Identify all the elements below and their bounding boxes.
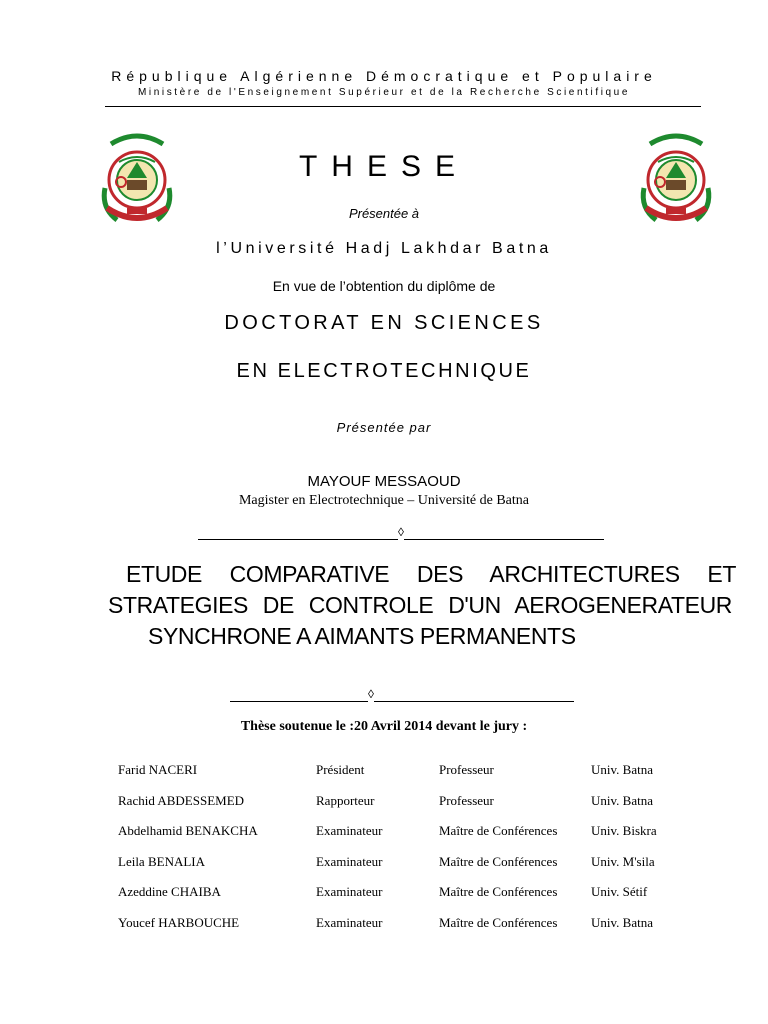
jury-table <box>118 762 657 946</box>
jury-role: Rapporteur <box>316 792 375 808</box>
separator-line <box>404 529 604 540</box>
table-row <box>118 793 657 824</box>
jury-role: Examinateur <box>316 884 383 900</box>
table-row <box>118 823 657 854</box>
thesis-title-line: ETUDE COMPARATIVE DES ARCHITECTURES ET <box>126 561 736 587</box>
author-credentials: Magister en Electrotechnique – Université de Batna <box>238 493 529 508</box>
jury-role: Examinateur <box>316 823 383 839</box>
ministry-heading: Ministère de l'Enseignement Supérieur et de la Recherche Scientifique <box>137 87 631 98</box>
jury-name: Rachid ABDESSEMED <box>118 792 245 808</box>
jury-name: Leila BENALIA <box>118 853 206 869</box>
jury-grade: Maître de Conférences <box>439 914 558 930</box>
jury-name: Abdelhamid BENAKCHA <box>118 823 258 839</box>
thesis-title-line: STRATEGIES DE CONTROLE D'UN AEROGENERATEUR <box>108 592 732 618</box>
jury-grade: Professeur <box>439 762 494 777</box>
separator-line <box>198 529 398 540</box>
presented-by-label: Présentée par <box>336 420 432 435</box>
jury-role: Examinateur <box>316 853 383 869</box>
jury-institution: Univ. Batna <box>591 762 653 777</box>
jury-grade: Professeur <box>439 792 494 808</box>
jury-institution: Univ. Batna <box>591 914 653 930</box>
author-name: MAYOUF MESSAOUD <box>307 473 461 490</box>
separator-diamond: ◊ <box>398 525 404 539</box>
jury-grade: Maître de Conférences <box>439 853 558 869</box>
jury-institution: Univ. Sétif <box>591 884 648 900</box>
jury-institution: Univ. Biskra <box>591 823 657 839</box>
separator <box>198 525 604 540</box>
university-name: l’Université Hadj Lakhdar Batna <box>216 240 552 257</box>
document-type-title: THESE <box>298 150 470 183</box>
table-row <box>118 884 657 915</box>
degree-name: DOCTORAT EN SCIENCES <box>224 312 544 334</box>
thesis-title-line: SYNCHRONE A AIMANTS PERMANENTS <box>148 623 576 649</box>
separator-line <box>374 691 574 702</box>
table-row <box>118 915 657 946</box>
jury-institution: Univ. M'sila <box>591 853 655 869</box>
separator-line <box>230 691 368 702</box>
jury-grade: Maître de Conférences <box>439 823 558 839</box>
defense-date: Thèse soutenue le :20 Avril 2014 devant le jury : <box>240 719 528 734</box>
jury-name: Youcef HARBOUCHE <box>118 914 240 930</box>
degree-speciality: EN ELECTROTECHNIQUE <box>236 360 532 382</box>
table-row <box>118 762 657 793</box>
degree-intro: En vue de l’obtention du diplôme de <box>272 278 496 294</box>
republic-heading: République Algérienne Démocratique et Populaire <box>111 68 657 84</box>
header-divider <box>105 106 701 107</box>
jury-institution: Univ. Batna <box>591 792 653 808</box>
presented-to-label: Présentée à <box>348 206 420 221</box>
jury-grade: Maître de Conférences <box>439 884 558 900</box>
jury-name: Azeddine CHAIBA <box>118 884 221 900</box>
jury-role: Examinateur <box>316 914 383 930</box>
jury-role: Président <box>316 762 365 777</box>
separator-diamond: ◊ <box>368 687 374 701</box>
jury-name: Farid NACERI <box>118 762 198 777</box>
table-row <box>118 854 657 885</box>
separator <box>230 687 574 702</box>
